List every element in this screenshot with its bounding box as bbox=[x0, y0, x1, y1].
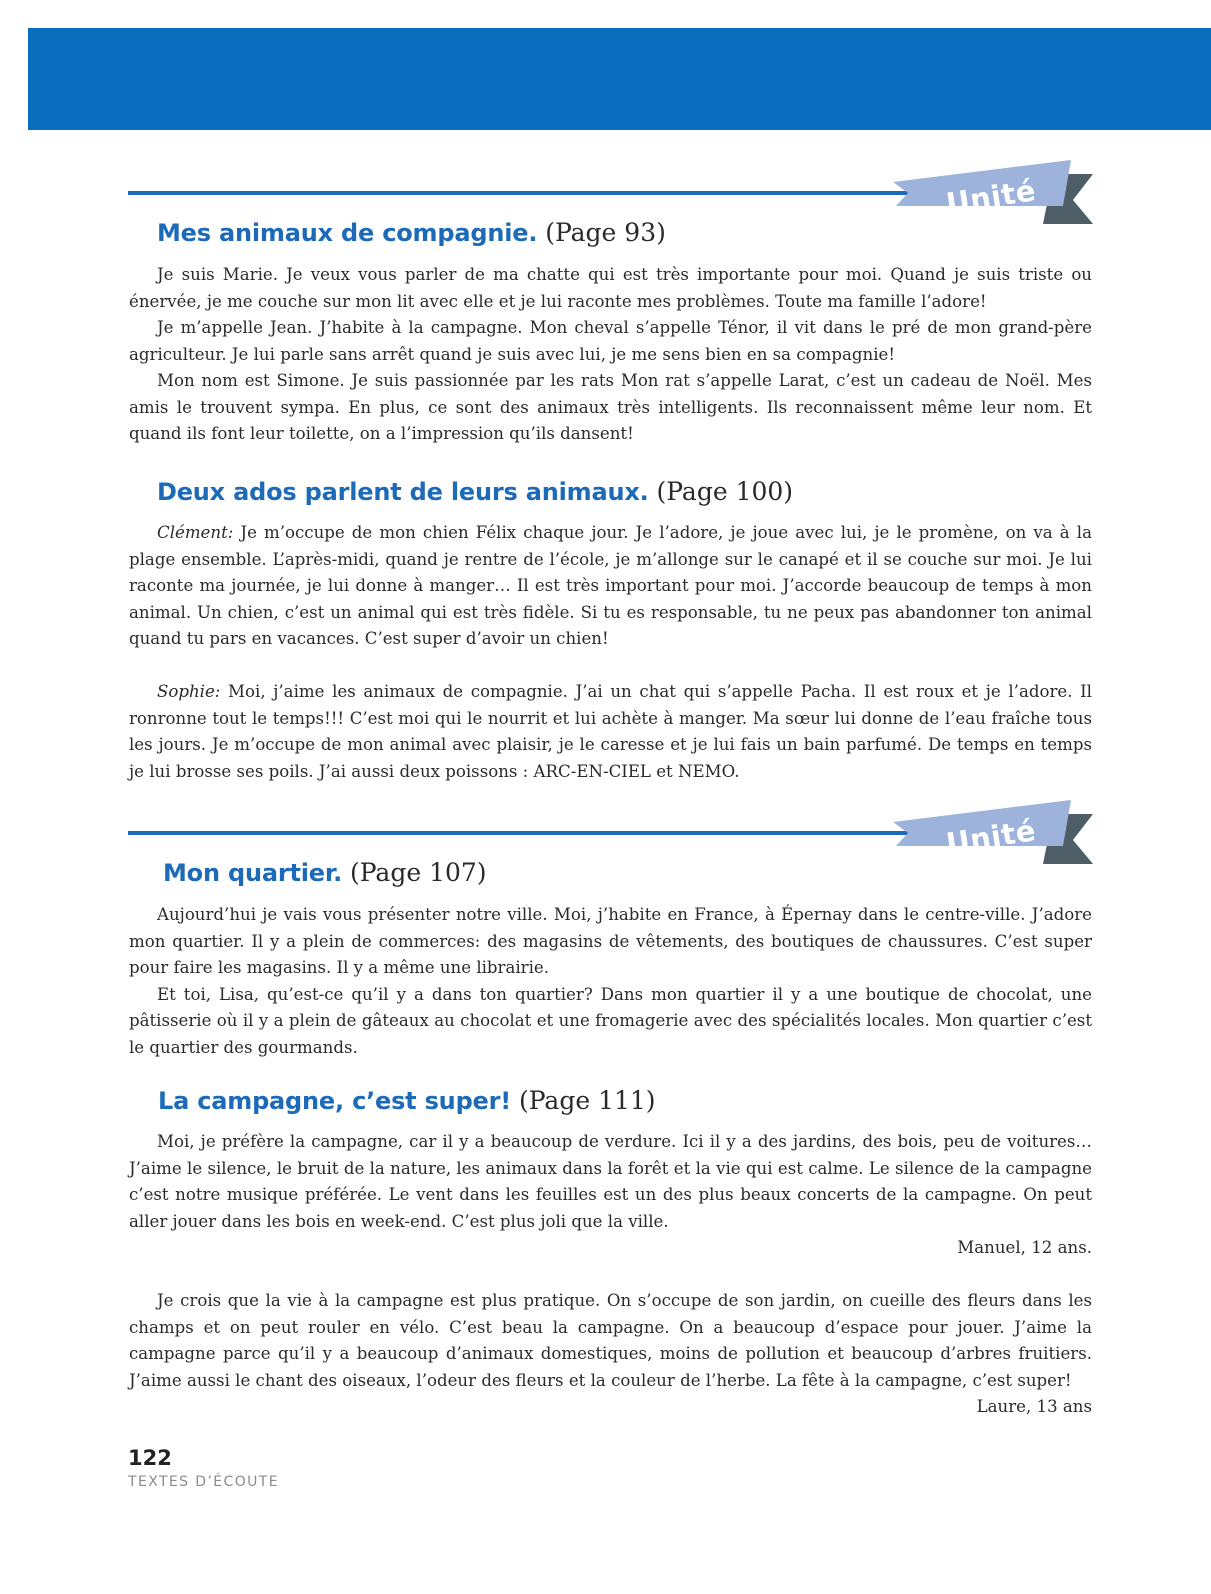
section-body bbox=[129, 902, 1092, 1061]
section-title-text: Deux ados parlent de leurs animaux. bbox=[157, 478, 649, 506]
section-title bbox=[157, 218, 666, 247]
section-rule bbox=[128, 831, 918, 835]
paragraph bbox=[129, 679, 1092, 785]
page-ref: (Page 93) bbox=[545, 218, 666, 247]
section-body bbox=[129, 1129, 1092, 1421]
header-bar bbox=[28, 28, 1211, 130]
section-rule bbox=[128, 191, 918, 195]
section-title-text: La campagne, c’est super! bbox=[158, 1087, 512, 1115]
signature: Laure, 13 ans bbox=[976, 1397, 1092, 1416]
speaker-name: Clément: bbox=[157, 523, 234, 542]
speech-text: Moi, j’aime les animaux de compagnie. J’ai un chat qui s’appelle Pacha. Il est roux et je l’adore. Il ronronne tout le temps!!! C’est moi qui le nourrit et lui achète à manger. Ma sœur lui donne de l’eau fraîche tous les jours. Je m’occupe de mon animal avec plaisir, je le caresse et je lui fais un bain parfumé. De temps en temps je lui brosse ses poils. J’ai aussi deux poissons : ARC-EN-CIEL et NEMO. bbox=[129, 682, 1092, 781]
paragraph: Je m’appelle Jean. J’habite à la campagne. Mon cheval s’appelle Ténor, il vit dans le pré de mon grand-père agriculteur. Je lui parle sans arrêt quand je suis avec lui, je me sens bien en sa compagnie! bbox=[129, 318, 1092, 364]
footer-label: TEXTES D’ÉCOUTE bbox=[128, 1474, 279, 1490]
page-ref: (Page 107) bbox=[349, 858, 487, 887]
section-body bbox=[129, 520, 1092, 785]
page-number: 122 bbox=[128, 1446, 172, 1470]
section-title-text: Mes animaux de compagnie. bbox=[157, 219, 538, 247]
signature: Manuel, 12 ans. bbox=[957, 1238, 1092, 1257]
page-ref: (Page 100) bbox=[656, 477, 794, 506]
unit-label: Unité 5 bbox=[943, 173, 1039, 253]
section-title bbox=[163, 858, 487, 887]
paragraph bbox=[129, 520, 1092, 653]
paragraph: Aujourd’hui je vais vous présenter notre ville. Moi, j’habite en France, à Épernay dans le centre-ville. J’adore mon quartier. Il y a plein de commerces: des magasins de vêtements, des boutiques de chaussures. C’est super pour faire les magasins. Il y a même une librairie. bbox=[129, 905, 1092, 977]
section-title bbox=[157, 477, 793, 506]
paragraph: Je crois que la vie à la campagne est plus pratique. On s’occupe de son jardin, on cueille des fleurs dans les champs et on peut rouler en vélo. C’est beau la campagne. On a beaucoup d’espace pour jouer. J’aime la campagne parce qu’il y a beaucoup d’animaux domestiques, moins de pollution et beaucoup d’arbres fruitiers. J’aime aussi le chant des oiseaux, l’odeur des fleurs et la couleur de l’herbe. La fête à la campagne, c’est super! bbox=[129, 1291, 1092, 1390]
paragraph: Et toi, Lisa, qu’est-ce qu’il y a dans ton quartier? Dans mon quartier il y a une boutique de chocolat, une pâtisserie où il y a plein de gâteaux au chocolat et une fromagerie avec des spécialités locales. Mon quartier c’est le quartier des gourmands. bbox=[129, 984, 1092, 1057]
speaker-name: Sophie: bbox=[157, 682, 221, 701]
paragraph: Moi, je préfère la campagne, car il y a beaucoup de verdure. Ici il y a des jardins, des bois, peu de voitures… J’aime le silence, le bruit de la nature, les animaux dans la forêt et la vie qui est calme. Le silence de la campagne c’est notre musique préférée. Le vent dans les feuilles est un des plus beaux concerts de la campagne. On peut aller jouer dans les bois en week-end. C’est plus joli que la ville. bbox=[129, 1132, 1092, 1231]
page-ref: (Page 111) bbox=[518, 1086, 656, 1115]
section-body bbox=[129, 262, 1092, 448]
paragraph: Mon nom est Simone. Je suis passionnée par les rats Mon rat s’appelle Larat, c’est un cadeau de Noël. Mes amis le trouvent sympa. En plus, ce sont des animaux très intelligents. Ils reconnaissent même leur nom. Et quand ils font leur toilette, on a l’impression qu’ils dansent! bbox=[129, 371, 1092, 443]
section-title bbox=[158, 1086, 656, 1115]
speech-text: Je m’occupe de mon chien Félix chaque jour. Je l’adore, je joue avec lui, je le promène, on va à la plage ensemble. L’après-midi, quand je rentre de l’école, je m’allonge sur le canapé et il se couche sur moi. Je lui raconte ma journée, je lui donne à manger… Il est très important pour moi. J’accorde beaucoup de temps à mon animal. Un chien, c’est un animal qui est très fidèle. Si tu es responsable, tu ne peux pas abandonner ton animal quand tu pars en vacances. C’est super d’avoir un chien! bbox=[129, 523, 1092, 648]
paragraph: Je suis Marie. Je veux vous parler de ma chatte qui est très importante pour moi. Quand je suis triste ou énervée, je me couche sur mon lit avec elle et je lui raconte mes problèmes. Toute ma famille l’adore! bbox=[129, 265, 1092, 311]
section-title-text: Mon quartier. bbox=[163, 859, 343, 887]
unit-label: Unité 6 bbox=[943, 813, 1039, 893]
